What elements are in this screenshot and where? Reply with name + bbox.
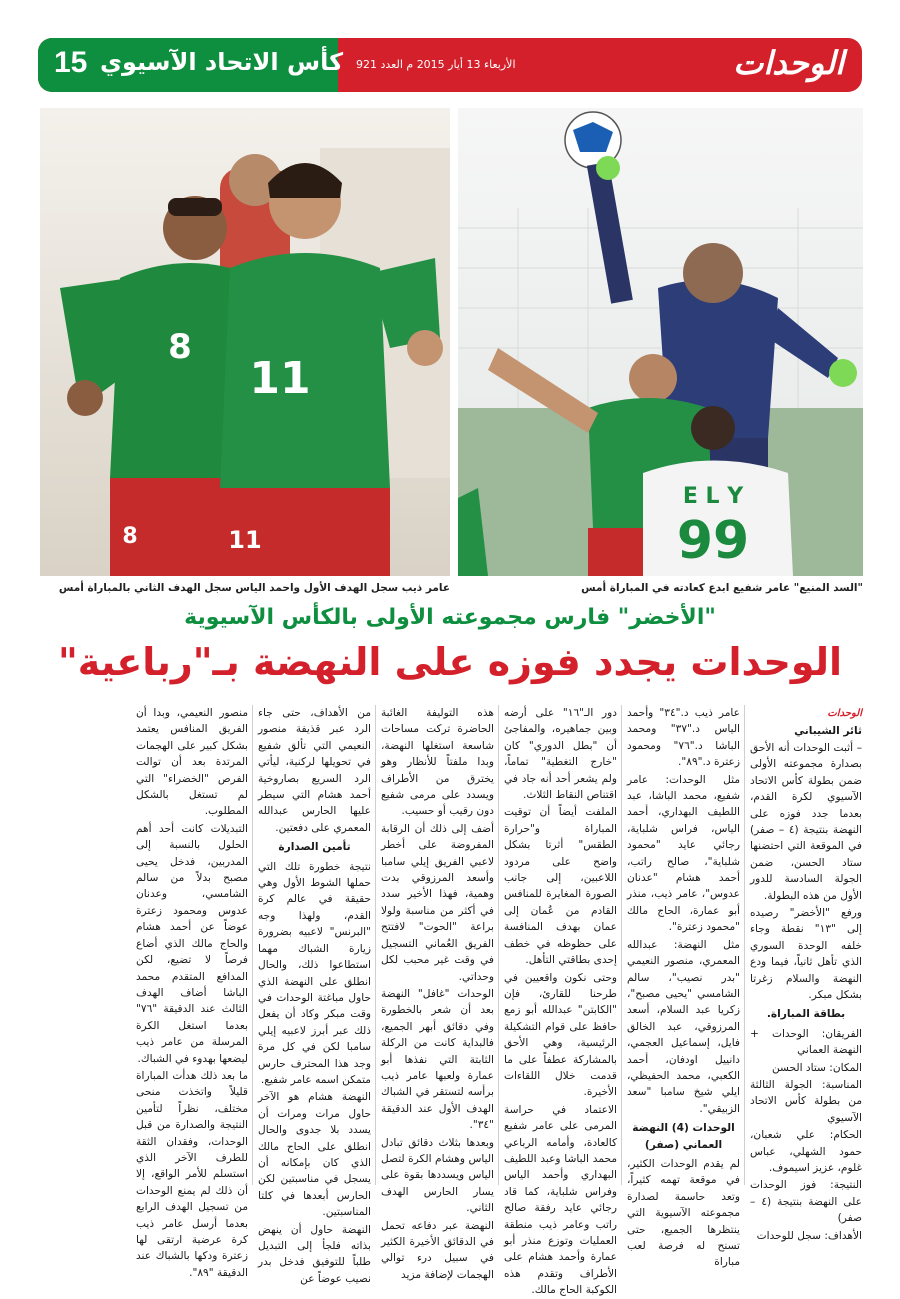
paragraph: وحتى نكون واقعيين في طرحنا للقارئ، فإن "الكابتن" عبدالله أبو زمع حافظ على قوام التشكيلة الرئيسية، وهي الأحق بالمشاركة عطفاً على ما قدمت خلال اللقاءات الأخيرة. bbox=[504, 971, 617, 1099]
shirt-number-left: 8 bbox=[168, 327, 192, 367]
paragraph: مثل الوحدات: عامر شفيع، محمد الباشا، عبد اللطيف البهداري، أحمد الياس، فراس شلباية، رجائي عايد "محمود شلباية"، صالح راتب، أحمد هشام "عدنان عدوس"، عامر ذيب، منذر أبو عمارة، الحاج مالك "محمود زعترة". bbox=[627, 773, 740, 934]
photo-caption-left: عامر ذيب سجل الهدف الأول واحمد الياس سجل الهدف الثاني بالمباراة أمس bbox=[58, 582, 450, 594]
shirt-number-opponent: 99 bbox=[676, 511, 750, 571]
section-title: كأس الاتحاد الآسيوي bbox=[100, 48, 344, 76]
paragraph: من الأهداف، حتى جاء الرد عبر قذيفة منصور النعيمي التي تألق شفيع في تحويلها لركنية، ليأتي الرد السريع بصاروخية أحمد هشام التي سيطر عليها الحارس عبدالله المعمري على دفعتين. bbox=[258, 707, 371, 834]
celebration-illustration bbox=[40, 108, 450, 576]
author: ثائر الشيباني bbox=[794, 724, 862, 737]
subheading-lead: تأمين الصدارة bbox=[278, 841, 351, 854]
card-title: بطاقة المباراة. bbox=[766, 1008, 846, 1021]
card-line: الفريقان: الوحدات + النهضة العماني bbox=[750, 1027, 862, 1057]
column-rule bbox=[498, 705, 499, 1185]
paragraph: هذه التوليفة الغائبة الحاضرة تركت مساحات شاسعة استغلها النهضة، وبدا ملفتاً للأنظار وهو يخترق من الأطراف ويسدد على مرمى شفيع دون رقيب أو حسيب. bbox=[381, 707, 494, 818]
article-label bbox=[750, 705, 862, 722]
paragraph: ورفع "الأخضر" رصيده إلى "١٣" نقطة وجاء خلفه الوحدة السوري الذي تأهل ثانياً، فيما ودع النهضة والسلام زغرتا بشكل مبكر. bbox=[750, 906, 862, 1001]
column-rule bbox=[621, 705, 622, 1185]
card-line: المكان: ستاد الحسن bbox=[771, 1061, 862, 1074]
paragraph: النهضة حاول أن ينهض بذاته فلجأ إلى التبديل طلباً للتوفيق فدخل بدر نصيب عوضاً عن bbox=[258, 1223, 371, 1285]
paragraph: الوحدات "غافل" النهضة بعد أن شعر بالخطورة وفي دقائق أبهر الجميع، فالبداية كانت من الركلة الثابتة التي نفذها أبو عمارة ولعبها عامر ذيب برأسه لتستقر في الشباك الهدف الأول عند الدقيقة "٣٤". bbox=[381, 987, 494, 1132]
photo-caption-right: "السد المنيع" عامر شفيع ابدع كعادته في المباراة أمس bbox=[581, 582, 863, 594]
column-2 bbox=[627, 705, 741, 1269]
shirt-number-right: 11 bbox=[249, 353, 311, 404]
column-5 bbox=[258, 705, 371, 1285]
shorts-number-left: 8 bbox=[122, 524, 138, 549]
brand-logo: الوحدات bbox=[733, 44, 844, 82]
section-label: الوحدات bbox=[827, 708, 862, 719]
paragraph: منصور النعيمي، وبدا أن الفريق المنافس يعتمد بشكل كبير على الهجمات المرتدة بعد أن توالت الفرص "الخضراء" التي لم تستغل بالشكل المطلوب. bbox=[136, 707, 248, 818]
paragraph: أضف إلى ذلك أن الرقابة المفروضة على أخطر لاعبي الفريق إيلي سامبا وأسعد المرزوقي بدت وهمية، فهذا الأخير سدد في أكثر من مناسبة ولولا براعة "الحوت" لافتتح الفريق العُماني التسجيل في وقت غير محبب لكل وحداتي. bbox=[381, 822, 494, 983]
card-line: النتيجة: فوز الوحدات على النهضة بنتيجة (٤ – صفر) bbox=[750, 1179, 862, 1225]
paragraph: لم يقدم الوحدات الكثير، في موقعة تهمه كثيراً، وتعد حاسمة لصدارة مجموعته الآسيوية التي ينتظرها الجميع، حتى تسنح له فرصة لعب مباراة bbox=[627, 1157, 740, 1269]
page-header bbox=[38, 38, 862, 92]
paragraph: عامر ذيب د."٣٤" وأحمد الياس د."٣٧" ومحمد الباشا د."٧٦" ومحمود زعترة د."٨٩". bbox=[627, 707, 741, 769]
paragraph: الاعتماد في حراسة المرمى على عامر شفيع كالعادة، وأمامه الرباعي محمد الباشا وعبد اللطيف البهداري وأحمد الياس وفراس شلباية، كما قاد رجائي عايد رفقة صالح راتب وعامر ذيب منطقة العمليات وتوزع منذر أبو عمارة وأحمد هشام على الأطراف وتقدم هذه الكوكبة الحاج مالك. bbox=[504, 1103, 617, 1297]
column-rule bbox=[252, 705, 253, 1185]
paragraph: ما بعد ذلك هدأت المباراة قليلاً واتخذت منحى مختلف، نظراً لتأمين النتيجة والصدارة من قبل الوحدات، وفقدان الثقة للطرف الآخر الذي استسلم للأمر الواقع، إلا أن ذلك لم يمنع الوحدات من تسجيل الهدف الرابع بعدما أرسل عامر ذيب كرة عرضية ارتقى لها زعترة ودكها بالشباك عند الدقيقة "٨٩". bbox=[136, 1069, 248, 1279]
kicker: "الأخضر" فارس مجموعته الأولى بالكأس الآسيوية bbox=[184, 605, 716, 630]
paragraph: دور الـ"١٦" على أرضه وبين جماهيره، والمفاجئ أن "بطل الدوري" كان "خارج التغطية" تماماً، ولم يشعر أحد أنه جاد في اقتناص النقاط الثلاث. bbox=[504, 707, 618, 802]
headline: الوحدات يجدد فوزه على النهضة بـ"رباعية" bbox=[57, 640, 842, 684]
byline bbox=[750, 723, 862, 739]
card-line: الحكام: علي شعبان، حمود الشهلي، عباس غلوم، عزيز اسيموف. bbox=[750, 1129, 862, 1175]
card-line: الأهداف: سجل للوحدات bbox=[756, 1229, 862, 1242]
goalkeeper-illustration bbox=[458, 108, 863, 576]
column-1 bbox=[750, 705, 862, 1242]
page-number: 15 bbox=[54, 46, 88, 79]
paragraph: – أثبت الوحدات أنه الأحق بصدارة مجموعته الأولى ضمن بطولة كأس الاتحاد الآسيوي لكرة القدم، بعدما جدد فوزه على النهضة بنتيجة (٤ – صفر) في الموقعة التي احتضنها ستاد الحسن، ضمن الجولة السادسة للدور الأول من هذه البطولة. bbox=[750, 741, 862, 902]
paragraph: النهضة عبر دفاعه تحمل في الدقائق الأخيرة الكثير في سبيل درء توالي الهجمات لإضافة مزيد bbox=[381, 1219, 494, 1281]
paragraph: النهضة هشام هو الآخر حاول مرات ومرات أن يسدد بلا جدوى والحال انطلق على الحاج مالك الذي كان بإمكانه أن يسجل في مناسبتين لكن الحارس أبعدها في كلتا المناسبتين. bbox=[258, 1091, 371, 1219]
subheading-score: الوحدات (4) النهضة العماني (صفر) bbox=[632, 1122, 735, 1151]
photo-celebration bbox=[40, 108, 450, 576]
column-rule bbox=[744, 705, 745, 1185]
shirt-text: E L Y bbox=[682, 484, 744, 509]
column-4 bbox=[381, 705, 494, 1281]
paragraph: وبعدها بثلاث دقائق تبادل الياس وهشام الكرة لتصل الياس ويسددها بقوة على يسار الحارس الهدف الثاني. bbox=[381, 1136, 494, 1215]
column-6 bbox=[136, 705, 248, 1279]
card-line: المناسبة: الجولة الثالثة من بطولة كأس الاتحاد الآسيوي bbox=[750, 1079, 862, 1124]
paragraph: التبديلات كانت أحد أهم الحلول بالنسبة إلى المدربين، فدخل يحيى مصبح بدلاً من سالم الشامسي، وعدنان عدوس ومحمود زعترة عوضاً عن أحمد هشام والحاج مالك الذي أضاع فرصاً لا تضيع، لكن المدافع المتقدم محمد الباشا أضاف الهدف الثالث عند الدقيقة "٧٦" بعدما استغل الكرة المرسلة من عامر ذيب ليضعها بهدوء في الشباك. bbox=[136, 822, 248, 1065]
column-rule bbox=[375, 705, 376, 1185]
column-3 bbox=[504, 705, 618, 1297]
paragraph: نتيجة خطورة تلك التي حملها الشوط الأول وهي حقيقة في عالم كرة القدم، ولهذا وجه "البرنس" لاعبيه بضرورة زيارة الشباك مهما استطاعوا ذلك، والحال انطلق على النهضة الذي حاول مباغتة الوحدات في وقت مبكر وكاد أن يفعل ذلك عبر أبرز لاعبيه إيلي سامبا لكن في كل مرة وجد هذا المحترف حارس متمكن اسمه عامر شفيع. bbox=[258, 860, 371, 1086]
paragraph: الملفت أيضاً أن توقيت المباراة و"حرارة الطقس" أثرتا بشكل واضح على مردود اللاعبين، إلى جانب الصورة المغايرة للمنافس القادم من عُمان إلى عمان بهدف المنافسة على حظوظه في خطف إحدى بطاقتي التأهل. bbox=[504, 806, 617, 967]
shorts-number-right: 11 bbox=[228, 526, 262, 554]
photo-goalkeeper bbox=[458, 108, 863, 576]
paragraph: مثل النهضة: عبدالله المعمري، منصور النعيمي "بدر نصيب"، سالم الشامسي "يحيى مصبح"، زكريا عبد السلام، أسعد المرزوقي، عبد الخالق فايل، إسماعيل العجمي، دانييل اودفان، أحمد الكعبي، محمد الحفيظي، ايلي شيخ سامبا "سعد الزبيقي". bbox=[627, 938, 740, 1115]
dateline: الأربعاء 13 أيار 2015 م العدد 921 bbox=[356, 58, 516, 71]
article-body bbox=[38, 705, 862, 1297]
